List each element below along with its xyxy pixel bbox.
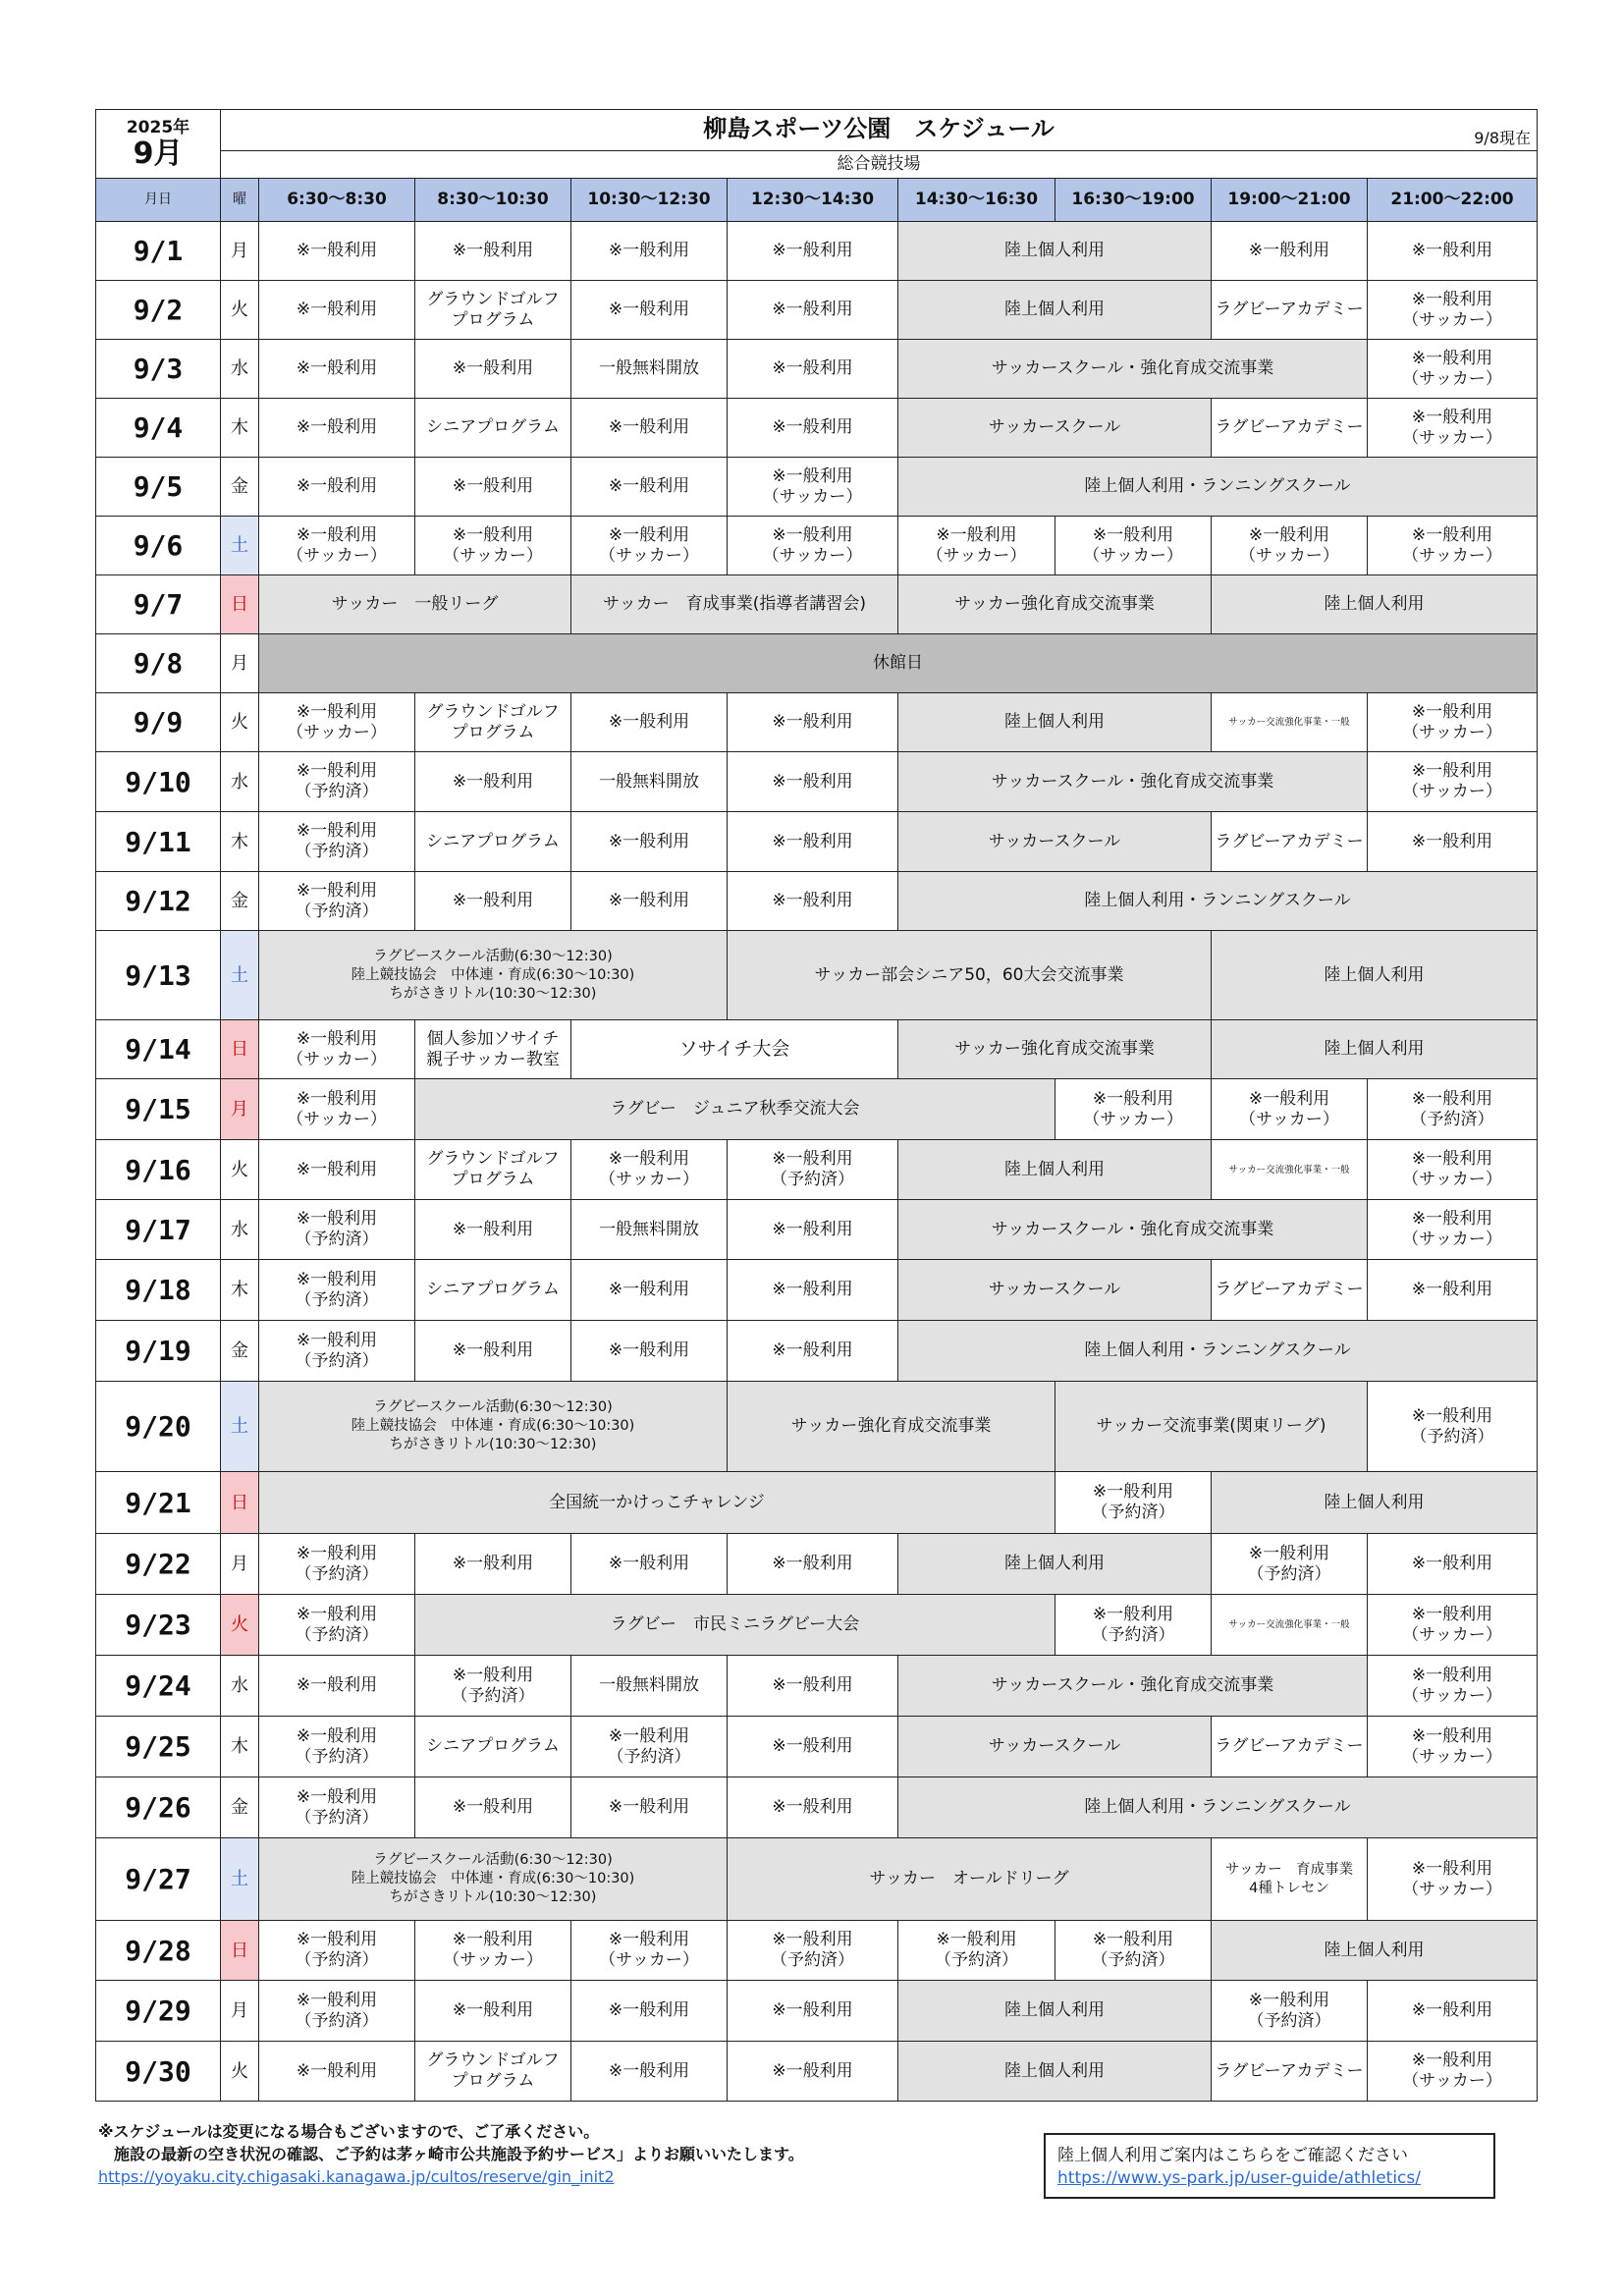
slot-cell: ※一般利用: [571, 281, 728, 340]
slot-cell: ※一般利用: [415, 1200, 571, 1260]
slot-cell: ※一般利用 （サッカー）: [1055, 517, 1212, 575]
date-cell: 9/11: [96, 812, 221, 872]
slot-cell: サッカースクール・強化育成交流事業: [898, 752, 1368, 812]
slot-cell: ※一般利用 （サッカー）: [259, 1020, 415, 1079]
slot-cell: ※一般利用: [728, 1777, 898, 1838]
slot-cell: サッカー 一般リーグ: [259, 575, 571, 634]
date-cell: 9/4: [96, 399, 221, 458]
slot-cell: ※一般利用 （予約済）: [259, 1260, 415, 1321]
slot-cell: 陸上個人利用: [898, 222, 1212, 281]
athletics-info-text: 陸上個人利用ご案内はこちらをご確認ください: [1057, 2146, 1408, 2165]
slot-cell: ※一般利用 （予約済）: [259, 1321, 415, 1382]
schedule-row: [96, 812, 1538, 872]
weekday-cell: 水: [221, 340, 259, 399]
schedule-row: [96, 1260, 1538, 1321]
slot-cell: 陸上個人利用: [898, 281, 1212, 340]
slot-cell: ※一般利用 （サッカー）: [571, 1140, 728, 1200]
date-cell: 9/14: [96, 1020, 221, 1079]
page-title: 柳島スポーツ公園 スケジュール: [703, 114, 1055, 142]
weekday-cell: 水: [221, 1200, 259, 1260]
slot-cell: ラグビーアカデミー: [1212, 812, 1368, 872]
slot-cell: ※一般利用 （予約済）: [259, 812, 415, 872]
slot-cell: ※一般利用 （予約済）: [259, 1981, 415, 2042]
slot-cell: ※一般利用 （予約済）: [1368, 1382, 1538, 1472]
slot-cell: ※一般利用: [728, 222, 898, 281]
slot-cell: ※一般利用: [728, 1656, 898, 1717]
slot-cell: ※一般利用: [728, 1717, 898, 1777]
slot-cell: ※一般利用: [1368, 1534, 1538, 1595]
schedule-row: [96, 931, 1538, 1020]
date-cell: 9/25: [96, 1717, 221, 1777]
slot-cell: ※一般利用 （サッカー）: [1368, 399, 1538, 458]
slot-cell: ※一般利用: [259, 1140, 415, 1200]
date-cell: 9/21: [96, 1472, 221, 1534]
slot-cell: ※一般利用 （サッカー）: [1368, 340, 1538, 399]
schedule-row: [96, 1200, 1538, 1260]
date-cell: 9/22: [96, 1534, 221, 1595]
date-cell: 9/1: [96, 222, 221, 281]
slot-cell: ※一般利用: [728, 2042, 898, 2102]
slot-cell: ※一般利用: [571, 1260, 728, 1321]
weekday-cell: 火: [221, 693, 259, 752]
schedule-row: [96, 517, 1538, 575]
date-cell: 9/24: [96, 1656, 221, 1717]
slot-cell: ※一般利用: [728, 1534, 898, 1595]
weekday-cell: 月: [221, 1981, 259, 2042]
slot-cell: ※一般利用: [571, 458, 728, 517]
slot-cell: ※一般利用: [415, 458, 571, 517]
slot-header: 16:30～19:00: [1055, 179, 1212, 222]
slot-cell: ※一般利用 （サッカー）: [1368, 1838, 1538, 1921]
slot-cell: ※一般利用: [1368, 1260, 1538, 1321]
slot-cell: ※一般利用: [571, 2042, 728, 2102]
date-cell: 9/5: [96, 458, 221, 517]
slot-cell: ※一般利用 （サッカー）: [1368, 281, 1538, 340]
schedule-row: [96, 281, 1538, 340]
slot-cell: ※一般利用 （予約済）: [1212, 1534, 1368, 1595]
reservation-link[interactable]: https://yoyaku.city.chigasaki.kanagawa.jp/cultos/reserve/gin_init2: [98, 2167, 615, 2186]
slot-cell: ※一般利用 （サッカー）: [1368, 693, 1538, 752]
title-row: [96, 110, 1538, 151]
slot-cell: ラグビースクール活動(6:30～12:30) 陸上競技協会 中体連・育成(6:30～10:30) ちがさきリトル(10:30～12:30): [259, 931, 728, 1020]
slot-cell: 陸上個人利用: [1212, 1020, 1538, 1079]
slot-cell: ※一般利用: [415, 1534, 571, 1595]
slot-cell: シニアプログラム: [415, 1717, 571, 1777]
athletics-info-box: [1044, 2133, 1495, 2199]
venue-row: [96, 151, 1538, 179]
slot-cell: ※一般利用 （サッカー）: [1368, 1717, 1538, 1777]
slot-cell: ※一般利用 （予約済）: [259, 1717, 415, 1777]
slot-cell: ※一般利用 （サッカー）: [1368, 1140, 1538, 1200]
date-cell: 9/23: [96, 1595, 221, 1656]
schedule-row: [96, 1079, 1538, 1140]
slot-cell: ※一般利用: [259, 458, 415, 517]
slot-cell: ※一般利用: [728, 1200, 898, 1260]
weekday-cell: 水: [221, 1656, 259, 1717]
date-cell: 9/6: [96, 517, 221, 575]
slot-cell: ※一般利用: [728, 752, 898, 812]
slot-cell: ※一般利用: [259, 281, 415, 340]
slot-cell: 一般無料開放: [571, 752, 728, 812]
weekday-cell: 金: [221, 458, 259, 517]
date-cell: 9/13: [96, 931, 221, 1020]
slot-cell: ※一般利用 （サッカー）: [415, 1921, 571, 1981]
slot-cell: 陸上個人利用: [1212, 1921, 1538, 1981]
slot-cell: ※一般利用 （サッカー）: [1055, 1079, 1212, 1140]
slot-cell: 陸上個人利用: [1212, 1472, 1538, 1534]
date-cell: 9/8: [96, 634, 221, 693]
date-cell: 9/16: [96, 1140, 221, 1200]
weekday-cell: 月: [221, 222, 259, 281]
schedule-row: [96, 1534, 1538, 1595]
schedule-row: [96, 399, 1538, 458]
weekday-cell: 木: [221, 1260, 259, 1321]
weekday-cell: 日: [221, 575, 259, 634]
slot-cell: ※一般利用 （サッカー）: [728, 458, 898, 517]
date-cell: 9/18: [96, 1260, 221, 1321]
slot-header: 14:30～16:30: [898, 179, 1055, 222]
weekday-cell: 土: [221, 1382, 259, 1472]
slot-cell: ※一般利用: [728, 1981, 898, 2042]
slot-cell: ※一般利用: [415, 222, 571, 281]
slot-cell: ※一般利用: [571, 872, 728, 931]
slot-cell: ※一般利用 （予約済）: [728, 1921, 898, 1981]
slot-cell: サッカー強化育成交流事業: [898, 1020, 1212, 1079]
schedule-row: [96, 634, 1538, 693]
date-cell: 9/12: [96, 872, 221, 931]
slot-cell: ラグビースクール活動(6:30～12:30) 陸上競技協会 中体連・育成(6:30～10:30) ちがさきリトル(10:30～12:30): [259, 1838, 728, 1921]
slot-cell: ※一般利用 （予約済）: [1368, 1079, 1538, 1140]
slot-cell: サッカー オールドリーグ: [728, 1838, 1212, 1921]
slot-cell: ※一般利用 （サッカー）: [1368, 1595, 1538, 1656]
slot-cell: ラグビー ジュニア秋季交流大会: [415, 1079, 1055, 1140]
slot-cell: 陸上個人利用・ランニングスクール: [898, 1777, 1538, 1838]
slot-cell: 陸上個人利用: [898, 693, 1212, 752]
slot-cell: ※一般利用: [1368, 812, 1538, 872]
month-label: 9月: [133, 136, 184, 171]
slot-cell: 陸上個人利用: [1212, 575, 1538, 634]
slot-cell: ※一般利用: [259, 340, 415, 399]
weekday-cell: 火: [221, 1140, 259, 1200]
schedule-row: [96, 1595, 1538, 1656]
slot-cell: シニアプログラム: [415, 399, 571, 458]
slot-cell: サッカー強化育成交流事業: [728, 1382, 1055, 1472]
schedule-row: [96, 2042, 1538, 2102]
slot-cell: ※一般利用 （サッカー）: [1368, 1200, 1538, 1260]
slot-cell: ※一般利用 （サッカー）: [1368, 1656, 1538, 1717]
slot-cell: 一般無料開放: [571, 1656, 728, 1717]
slot-cell: 陸上個人利用・ランニングスクール: [898, 458, 1538, 517]
schedule-row: [96, 1921, 1538, 1981]
column-header-row: [96, 179, 1538, 222]
slot-header: 12:30～14:30: [728, 179, 898, 222]
slot-cell: ※一般利用 （予約済）: [259, 1534, 415, 1595]
slot-cell: ※一般利用 （サッカー）: [259, 1079, 415, 1140]
schedule-row: [96, 458, 1538, 517]
athletics-info-link[interactable]: https://www.ys-park.jp/user-guide/athletics/: [1057, 2168, 1421, 2188]
slot-cell: 個人参加ソサイチ 親子サッカー教室: [415, 1020, 571, 1079]
weekday-cell: 木: [221, 399, 259, 458]
schedule-row: [96, 1321, 1538, 1382]
slot-cell: ※一般利用: [415, 872, 571, 931]
slot-cell: 陸上個人利用・ランニングスクール: [898, 872, 1538, 931]
weekday-cell: 火: [221, 2042, 259, 2102]
slot-cell: 陸上個人利用: [898, 1140, 1212, 1200]
slot-cell: ラグビーアカデミー: [1212, 281, 1368, 340]
slot-cell: ※一般利用 （サッカー）: [571, 517, 728, 575]
schedule-row: [96, 1656, 1538, 1717]
slot-header: 8:30～10:30: [415, 179, 571, 222]
slot-cell: ※一般利用 （予約済）: [259, 1921, 415, 1981]
slot-cell: ※一般利用 （予約済）: [1055, 1921, 1212, 1981]
schedule-row: [96, 1140, 1538, 1200]
date-cell: 9/27: [96, 1838, 221, 1921]
slot-cell: ※一般利用 （予約済）: [259, 872, 415, 931]
slot-cell: ※一般利用: [1368, 222, 1538, 281]
weekday-cell: 月: [221, 1079, 259, 1140]
slot-cell: サッカースクール: [898, 1717, 1212, 1777]
slot-cell: サッカースクール: [898, 399, 1212, 458]
slot-cell: ※一般利用 （予約済）: [571, 1717, 728, 1777]
slot-cell: サッカー交流事業(関東リーグ): [1055, 1382, 1368, 1472]
weekday-cell: 火: [221, 281, 259, 340]
slot-cell: ※一般利用 （サッカー）: [728, 517, 898, 575]
slot-cell: ※一般利用 （予約済）: [259, 752, 415, 812]
slot-cell: ※一般利用: [728, 340, 898, 399]
date-column-header: 月日: [96, 179, 221, 222]
slot-header: 21:00～22:00: [1368, 179, 1538, 222]
slot-cell: ※一般利用: [728, 812, 898, 872]
footer-note-2: 施設の最新の空き状況の確認、ご予約は茅ヶ崎市公共施設予約サービス」よりお願いいたします。: [114, 2145, 804, 2163]
weekday-cell: 水: [221, 752, 259, 812]
date-cell: 9/17: [96, 1200, 221, 1260]
date-cell: 9/20: [96, 1382, 221, 1472]
slot-cell: グラウンドゴルフ プログラム: [415, 1140, 571, 1200]
slot-cell: ※一般利用: [1368, 1981, 1538, 2042]
schedule-row: [96, 575, 1538, 634]
date-cell: 9/30: [96, 2042, 221, 2102]
weekday-cell: 木: [221, 1717, 259, 1777]
slot-cell: ※一般利用: [728, 1321, 898, 1382]
slot-cell: ※一般利用 （サッカー）: [898, 517, 1055, 575]
date-cell: 9/7: [96, 575, 221, 634]
slot-cell: ※一般利用: [415, 752, 571, 812]
slot-cell: ※一般利用 （サッカー）: [1212, 517, 1368, 575]
schedule-row: [96, 1838, 1538, 1921]
schedule-row: [96, 340, 1538, 399]
slot-cell: ※一般利用: [571, 1321, 728, 1382]
slot-cell: シニアプログラム: [415, 1260, 571, 1321]
date-cell: 9/19: [96, 1321, 221, 1382]
schedule-row: [96, 1472, 1538, 1534]
slot-cell: ※一般利用 （サッカー）: [1212, 1079, 1368, 1140]
weekday-cell: 土: [221, 1838, 259, 1921]
slot-cell: グラウンドゴルフ プログラム: [415, 2042, 571, 2102]
slot-header: 10:30～12:30: [571, 179, 728, 222]
slot-cell: サッカー交流強化事業・一般: [1212, 1140, 1368, 1200]
slot-cell: サッカースクール・強化育成交流事業: [898, 1656, 1368, 1717]
slot-cell: ラグビーアカデミー: [1212, 399, 1368, 458]
date-cell: 9/2: [96, 281, 221, 340]
weekday-cell: 日: [221, 1472, 259, 1534]
slot-cell: 全国統一かけっこチャレンジ: [259, 1472, 1055, 1534]
weekday-cell: 火: [221, 1595, 259, 1656]
slot-cell: ラグビーアカデミー: [1212, 2042, 1368, 2102]
slot-cell: ※一般利用 （予約済）: [415, 1656, 571, 1717]
weekday-cell: 土: [221, 517, 259, 575]
slot-cell: ※一般利用: [728, 693, 898, 752]
date-cell: 9/10: [96, 752, 221, 812]
schedule-row: [96, 1777, 1538, 1838]
slot-cell: ラグビースクール活動(6:30～12:30) 陸上競技協会 中体連・育成(6:30～10:30) ちがさきリトル(10:30～12:30): [259, 1382, 728, 1472]
slot-cell: ※一般利用: [259, 222, 415, 281]
slot-cell: ※一般利用: [1212, 222, 1368, 281]
venue-name: 総合競技場: [221, 151, 1538, 179]
dow-column-header: 曜: [221, 179, 259, 222]
slot-cell: サッカースクール: [898, 1260, 1212, 1321]
schedule-table: [95, 109, 1538, 2102]
slot-cell: ※一般利用 （サッカー）: [571, 1921, 728, 1981]
slot-cell: ※一般利用: [571, 812, 728, 872]
slot-cell: ※一般利用: [415, 1777, 571, 1838]
weekday-cell: 金: [221, 1321, 259, 1382]
slot-cell: ※一般利用: [571, 1777, 728, 1838]
date-cell: 9/15: [96, 1079, 221, 1140]
slot-cell: 陸上個人利用: [898, 1981, 1212, 2042]
slot-cell: サッカー強化育成交流事業: [898, 575, 1212, 634]
slot-cell: 陸上個人利用: [1212, 931, 1538, 1020]
slot-cell: ※一般利用 （サッカー）: [1368, 2042, 1538, 2102]
weekday-cell: 木: [221, 812, 259, 872]
slot-cell: 陸上個人利用: [898, 2042, 1212, 2102]
slot-cell: ※一般利用: [415, 1981, 571, 2042]
slot-cell: ※一般利用 （予約済）: [728, 1140, 898, 1200]
slot-cell: ※一般利用: [259, 399, 415, 458]
slot-cell: ※一般利用: [571, 1534, 728, 1595]
slot-cell: ※一般利用: [571, 399, 728, 458]
schedule-row: [96, 752, 1538, 812]
slot-cell: サッカー 育成事業 4種トレセン: [1212, 1838, 1368, 1921]
schedule-row: [96, 1020, 1538, 1079]
slot-cell: サッカースクール: [898, 812, 1212, 872]
date-cell: 9/28: [96, 1921, 221, 1981]
schedule-row: [96, 1717, 1538, 1777]
as-of-date: 9/8現在: [1474, 129, 1532, 147]
slot-cell: ※一般利用 （サッカー）: [415, 517, 571, 575]
slot-cell: ※一般利用: [259, 1656, 415, 1717]
date-cell: 9/29: [96, 1981, 221, 2042]
slot-cell: ※一般利用 （予約済）: [898, 1921, 1055, 1981]
schedule-row: [96, 1981, 1538, 2042]
slot-cell: ※一般利用 （予約済）: [1212, 1981, 1368, 2042]
slot-header: 6:30～8:30: [259, 179, 415, 222]
schedule-row: [96, 872, 1538, 931]
weekday-cell: 土: [221, 931, 259, 1020]
weekday-cell: 金: [221, 1777, 259, 1838]
slot-cell: ※一般利用: [259, 2042, 415, 2102]
slot-cell: サッカー 育成事業(指導者講習会): [571, 575, 898, 634]
slot-cell: 一般無料開放: [571, 340, 728, 399]
slot-cell: ※一般利用: [571, 222, 728, 281]
slot-cell: ※一般利用: [728, 281, 898, 340]
date-cell: 9/26: [96, 1777, 221, 1838]
schedule-row: [96, 222, 1538, 281]
slot-cell: サッカー交流強化事業・一般: [1212, 1595, 1368, 1656]
schedule-row: [96, 1382, 1538, 1472]
slot-cell: グラウンドゴルフ プログラム: [415, 693, 571, 752]
year-month-cell: [96, 110, 221, 179]
title-cell: [221, 110, 1538, 151]
slot-cell: グラウンドゴルフ プログラム: [415, 281, 571, 340]
slot-cell: 陸上個人利用・ランニングスクール: [898, 1321, 1538, 1382]
weekday-cell: 月: [221, 634, 259, 693]
date-cell: 9/3: [96, 340, 221, 399]
slot-cell: 一般無料開放: [571, 1200, 728, 1260]
slot-cell: ラグビーアカデミー: [1212, 1260, 1368, 1321]
slot-cell: ソサイチ大会: [571, 1020, 898, 1079]
slot-header: 19:00～21:00: [1212, 179, 1368, 222]
slot-cell: ※一般利用: [728, 399, 898, 458]
slot-cell: ※一般利用 （予約済）: [259, 1200, 415, 1260]
slot-cell: ※一般利用 （予約済）: [259, 1777, 415, 1838]
closed-day-cell: 休館日: [259, 634, 1538, 693]
weekday-cell: 月: [221, 1534, 259, 1595]
slot-cell: 陸上個人利用: [898, 1534, 1212, 1595]
slot-cell: ラグビーアカデミー: [1212, 1717, 1368, 1777]
slot-cell: ※一般利用: [415, 340, 571, 399]
slot-cell: ※一般利用: [571, 1981, 728, 2042]
slot-cell: ※一般利用: [728, 872, 898, 931]
slot-cell: ※一般利用 （サッカー）: [1368, 517, 1538, 575]
slot-cell: ※一般利用: [728, 1260, 898, 1321]
slot-cell: ※一般利用 （サッカー）: [1368, 752, 1538, 812]
year-label: 2025年: [126, 117, 190, 137]
slot-cell: サッカースクール・強化育成交流事業: [898, 1200, 1368, 1260]
slot-cell: ラグビー 市民ミニラグビー大会: [415, 1595, 1055, 1656]
slot-cell: ※一般利用: [415, 1321, 571, 1382]
slot-cell: ※一般利用 （サッカー）: [259, 693, 415, 752]
slot-cell: ※一般利用 （予約済）: [1055, 1472, 1212, 1534]
schedule-row: [96, 693, 1538, 752]
weekday-cell: 日: [221, 1020, 259, 1079]
slot-cell: ※一般利用 （サッカー）: [259, 517, 415, 575]
slot-cell: ※一般利用 （予約済）: [1055, 1595, 1212, 1656]
slot-cell: サッカー部会シニア50，60大会交流事業: [728, 931, 1212, 1020]
weekday-cell: 日: [221, 1921, 259, 1981]
slot-cell: ※一般利用: [571, 693, 728, 752]
slot-cell: ※一般利用 （予約済）: [259, 1595, 415, 1656]
date-cell: 9/9: [96, 693, 221, 752]
weekday-cell: 金: [221, 872, 259, 931]
slot-cell: サッカースクール・強化育成交流事業: [898, 340, 1368, 399]
slot-cell: シニアプログラム: [415, 812, 571, 872]
slot-cell: サッカー交流強化事業・一般: [1212, 693, 1368, 752]
footer-note-1: ※スケジュールは変更になる場合もございますので、ご了承ください。: [98, 2122, 600, 2141]
